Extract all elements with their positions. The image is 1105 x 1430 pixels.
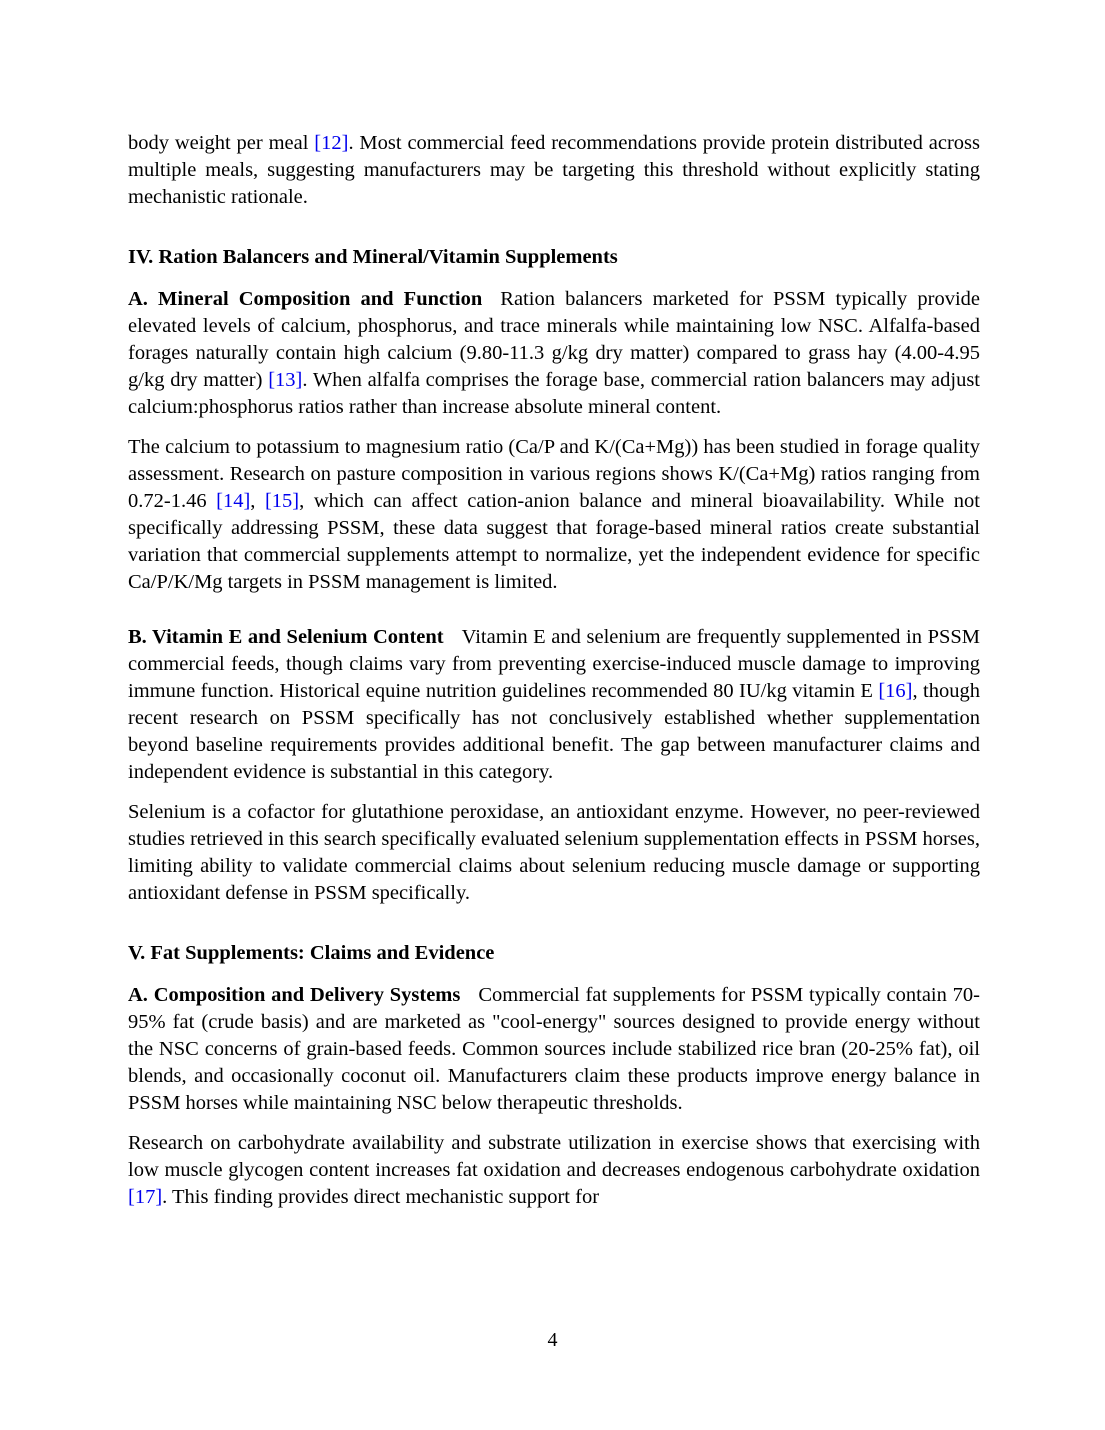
paragraph-text: . This finding provides direct mechanistic support for: [162, 1186, 600, 1208]
runin-heading-mineral-composition: A. Mineral Composition and Function: [128, 288, 483, 310]
citation-13-link[interactable]: [13]: [268, 369, 303, 391]
section-heading-iv-ration-balancers: IV. Ration Balancers and Mineral/Vitamin Supplements: [128, 246, 618, 268]
section-heading-v-fat-supplements: V. Fat Supplements: Claims and Evidence: [128, 942, 495, 964]
paragraph-text: . Most commercial feed recommendations provide protein distributed across multiple meals, suggesting manufacturers may be targeting this threshold without explicitly stating mechanistic rationale.: [128, 132, 981, 208]
paragraph-mineral-ratios: [128, 434, 980, 596]
paragraph-text: Ration balancers marketed for PSSM typically provide elevated levels of calcium, phosphorus, and trace minerals while maintaining low NSC. Alfalfa-based forages naturally contain high calcium (9.80-11.3 g/kg dry matter) compared to grass hay (4.00-4.95 g/kg dry matter): [128, 288, 981, 391]
paragraph-text: The calcium to potassium to magnesium ratio (Ca/P and K/(Ca+Mg)) has been studied in forage quality assessment. Research on pasture composition in various regions shows K/(Ca+Mg) ratios ranging from 0.72-1.46: [128, 436, 980, 512]
citation-16-link[interactable]: [16]: [878, 680, 913, 702]
paragraph-protein-distribution: [128, 130, 980, 211]
page-content: [128, 130, 980, 1224]
paragraph-text: body weight per meal: [128, 132, 315, 154]
runin-heading-vitamin-e-selenium: B. Vitamin E and Selenium Content: [128, 626, 444, 648]
paragraph-text: Research on carbohydrate availability and substrate utilization in exercise shows that exercising with low muscle glycogen content increases fat oxidation and decreases endogenous carbohydrate oxidation: [128, 1132, 980, 1181]
page-number: 4: [547, 1329, 558, 1351]
paragraph-text: Selenium is a cofactor for glutathione peroxidase, an antioxidant enzyme. However, no peer-reviewed studies retrieved in this search specifically evaluated selenium supplementation effects in PSSM horses, limiting ability to validate commercial claims about selenium reducing muscle damage or supporting antioxidant defense in PSSM specifically.: [128, 801, 980, 904]
citation-15-link[interactable]: [15]: [264, 490, 300, 512]
paragraph-text: ,: [250, 490, 265, 512]
paragraph-text: , though recent research on PSSM specifically has not conclusively established whether supplementation beyond baseline requirements provides additional benefit. The gap between manufacturer claims and independent evidence is substantial in this category.: [128, 680, 981, 783]
runin-heading-composition-delivery: A. Composition and Delivery Systems: [128, 984, 461, 1006]
paragraph-mineral-composition: [128, 286, 980, 421]
paragraph-text: Commercial fat supplements for PSSM typically contain 70-95% fat (crude basis) and are marketed as "cool-energy" sources designed to provide energy without the NSC concerns of grain-based feeds. Common sources include stabilized rice bran (20-25% fat), oil blends, and occasionally coconut oil. Manufacturers claim these products improve energy balance in PSSM horses while maintaining NSC below therapeutic thresholds.: [128, 984, 980, 1114]
paragraph-vitamin-e-selenium: [128, 624, 980, 786]
paragraph-carbohydrate-research: [128, 1130, 980, 1211]
paragraph-fat-composition: [128, 982, 980, 1117]
citation-12-link[interactable]: [12]: [314, 132, 349, 154]
paragraph-selenium-cofactor: [128, 799, 980, 907]
citation-17-link[interactable]: [17]: [128, 1186, 163, 1208]
paragraph-text: , which can affect cation-anion balance and mineral bioavailability. While not specifically addressing PSSM, these data suggest that forage-based mineral ratios create substantial variation that commercial supplements attempt to normalize, yet the independent evidence for specific Ca/P/K/Mg targets in PSSM management is limited.: [128, 490, 981, 593]
paragraph-text: . When alfalfa comprises the forage base, commercial ration balancers may adjust calcium:phosphorus ratios rather than increase absolute mineral content.: [128, 369, 980, 418]
paragraph-text: Vitamin E and selenium are frequently supplemented in PSSM commercial feeds, though claims vary from preventing exercise-induced muscle damage to improving immune function. Historical equine nutrition guidelines recommended 80 IU/kg vitamin E: [128, 626, 981, 702]
citation-14-link[interactable]: [14]: [216, 490, 251, 512]
